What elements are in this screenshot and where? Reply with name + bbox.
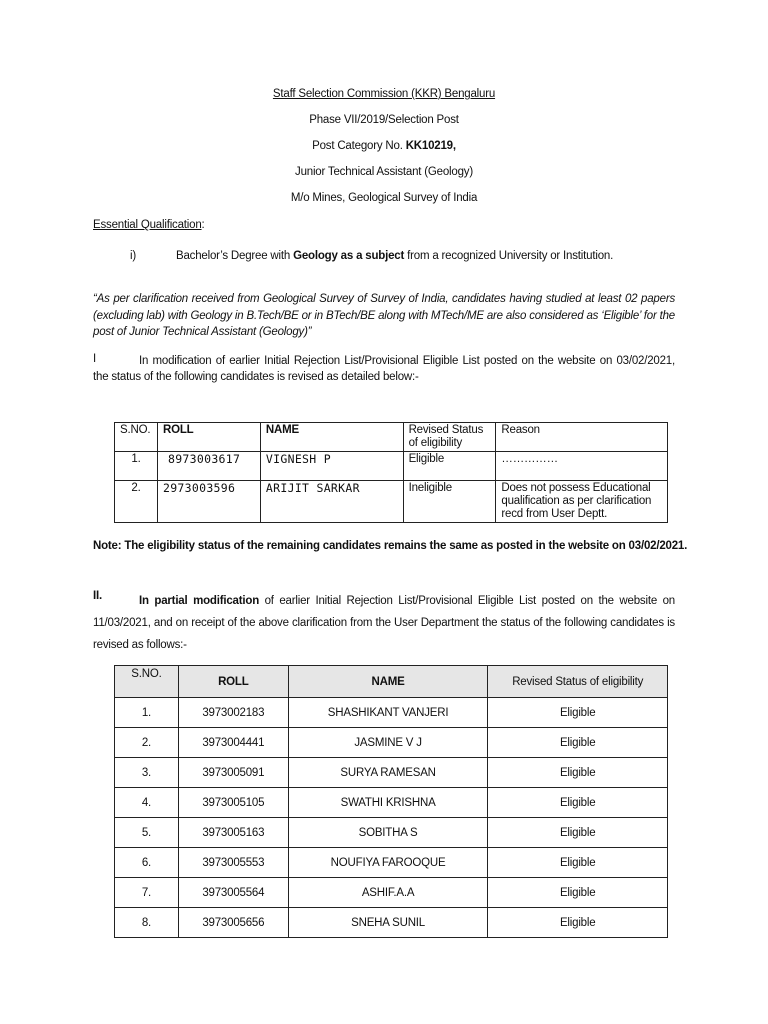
table2-cell-roll: 3973005564 xyxy=(178,878,288,908)
table2-cell-status: Eligible xyxy=(488,788,668,818)
header-post-category xyxy=(0,140,768,152)
qualification-heading xyxy=(93,219,205,231)
table2-header-status: Revised Status of eligibility xyxy=(488,666,668,698)
table2-cell-name: ASHIF.A.A xyxy=(288,878,488,908)
table-row xyxy=(115,758,668,788)
table2-cell-name: SNEHA SUNIL xyxy=(288,908,488,938)
table1-header-row xyxy=(115,423,668,452)
table2-cell-roll: 3973002183 xyxy=(178,698,288,728)
table-row xyxy=(115,908,668,938)
table2-cell-status: Eligible xyxy=(488,698,668,728)
table1-header-sno: S.NO. xyxy=(115,423,158,452)
qualification-heading-text: Essential Qualification xyxy=(93,219,202,231)
table-row xyxy=(115,848,668,878)
table1-cell-sno: 1. xyxy=(115,452,158,481)
table2-cell-status: Eligible xyxy=(488,818,668,848)
table2-cell-roll: 3973004441 xyxy=(178,728,288,758)
table1-header-roll: ROLL xyxy=(157,423,260,452)
table-row xyxy=(115,698,668,728)
table2-cell-status: Eligible xyxy=(488,848,668,878)
table-row xyxy=(115,481,668,523)
table2-header-roll: ROLL xyxy=(178,666,288,698)
table2-cell-status: Eligible xyxy=(488,878,668,908)
qualification-item-post: from a recognized University or Institution. xyxy=(404,250,614,262)
table2-cell-status: Eligible xyxy=(488,728,668,758)
section2-body: of earlier Initial Rejection List/Provisional Eligible List posted on the website on 11/03/2021, and on receipt of the above clarification from the User Department the status of the following candidates is revised as follows:- xyxy=(93,595,675,651)
table1-cell-status: Ineligible xyxy=(403,481,496,523)
table2-cell-sno: 6. xyxy=(115,848,179,878)
table2-cell-status: Eligible xyxy=(488,758,668,788)
post-category-code: KK10219, xyxy=(405,140,456,152)
table2-cell-roll: 3973005105 xyxy=(178,788,288,818)
post-category-label: Post Category No. xyxy=(312,140,406,152)
table2-cell-sno: 1. xyxy=(115,698,179,728)
table2-cell-name: JASMINE V J xyxy=(288,728,488,758)
table2-cell-name: SHASHIKANT VANJERI xyxy=(288,698,488,728)
table-row xyxy=(115,728,668,758)
table1-cell-name: ARIJIT SARKAR xyxy=(260,481,403,523)
table1-cell-sno: 2. xyxy=(115,481,158,523)
section1-number: I xyxy=(93,353,96,365)
section1-text: In modification of earlier Initial Rejection List/Provisional Eligible List posted on the website on 03/02/2021, the status of the following candidates is revised as detailed below:- xyxy=(93,355,675,383)
header-ministry: M/o Mines, Geological Survey of India xyxy=(290,192,478,204)
table2-header-row xyxy=(115,666,668,698)
section2-number: II. xyxy=(93,590,102,602)
header-post-name: Junior Technical Assistant (Geology) xyxy=(295,166,473,178)
table2-cell-name: SWATHI KRISHNA xyxy=(288,788,488,818)
table2-cell-status: Eligible xyxy=(488,908,668,938)
header-phase: Phase VII/2019/Selection Post xyxy=(309,114,459,126)
table2-cell-sno: 4. xyxy=(115,788,179,818)
clarification-quote: “As per clarification received from Geological Survey of Survey of India, candidates having studied at least 02 papers (excluding lab) with Geology in B.Tech/BE or in BTech/BE along with MTech/ME are also considered as ‘Eligible’ for the post of Junior Technical Assistant (Geology)” xyxy=(93,293,675,338)
note-text: Note: The eligibility status of the remaining candidates remains the same as posted in the website on 03/02/2021. xyxy=(93,540,688,552)
qualification-item-pre: Bachelor’s Degree with xyxy=(176,250,294,262)
header-commission: Staff Selection Commission (KKR) Bengaluru xyxy=(272,88,496,100)
section2-bold: In partial modification xyxy=(139,595,260,607)
table1-cell-roll: 8973003617 xyxy=(157,452,260,481)
table1-cell-status: Eligible xyxy=(403,452,496,481)
table2-cell-roll: 3973005091 xyxy=(178,758,288,788)
table2-header-name: NAME xyxy=(288,666,488,698)
table1-cell-name: VIGNESH P xyxy=(260,452,403,481)
table-row xyxy=(115,878,668,908)
table-row xyxy=(115,818,668,848)
table2-cell-roll: 3973005163 xyxy=(178,818,288,848)
table1-header-status: Revised Status of eligibility xyxy=(403,423,496,452)
table-row xyxy=(115,452,668,481)
table2-cell-sno: 3. xyxy=(115,758,179,788)
table2-cell-sno: 7. xyxy=(115,878,179,908)
table1-cell-reason: …………… xyxy=(496,452,668,481)
revision-table-1 xyxy=(114,422,668,523)
table1-cell-reason: Does not possess Educational qualification as per clarification recd from User Deptt. xyxy=(496,481,668,523)
table1-header-reason: Reason xyxy=(496,423,668,452)
revision-table-2 xyxy=(114,665,668,938)
qualification-item-bold: Geology as a subject xyxy=(293,250,405,262)
table2-cell-roll: 3973005656 xyxy=(178,908,288,938)
qualification-colon: : xyxy=(201,219,205,231)
table2-cell-name: SURYA RAMESAN xyxy=(288,758,488,788)
table2-cell-sno: 8. xyxy=(115,908,179,938)
table2-cell-name: SOBITHA S xyxy=(288,818,488,848)
table2-cell-name: NOUFIYA FAROOQUE xyxy=(288,848,488,878)
table2-cell-roll: 3973005553 xyxy=(178,848,288,878)
section2-text xyxy=(93,590,675,656)
table2-cell-sno: 5. xyxy=(115,818,179,848)
qualification-item-number: i) xyxy=(130,250,136,262)
qualification-item xyxy=(176,250,613,262)
table1-header-name: NAME xyxy=(260,423,403,452)
table1-cell-roll: 2973003596 xyxy=(157,481,260,523)
table2-header-sno: S.NO. xyxy=(115,666,179,698)
table2-cell-sno: 2. xyxy=(115,728,179,758)
table-row xyxy=(115,788,668,818)
